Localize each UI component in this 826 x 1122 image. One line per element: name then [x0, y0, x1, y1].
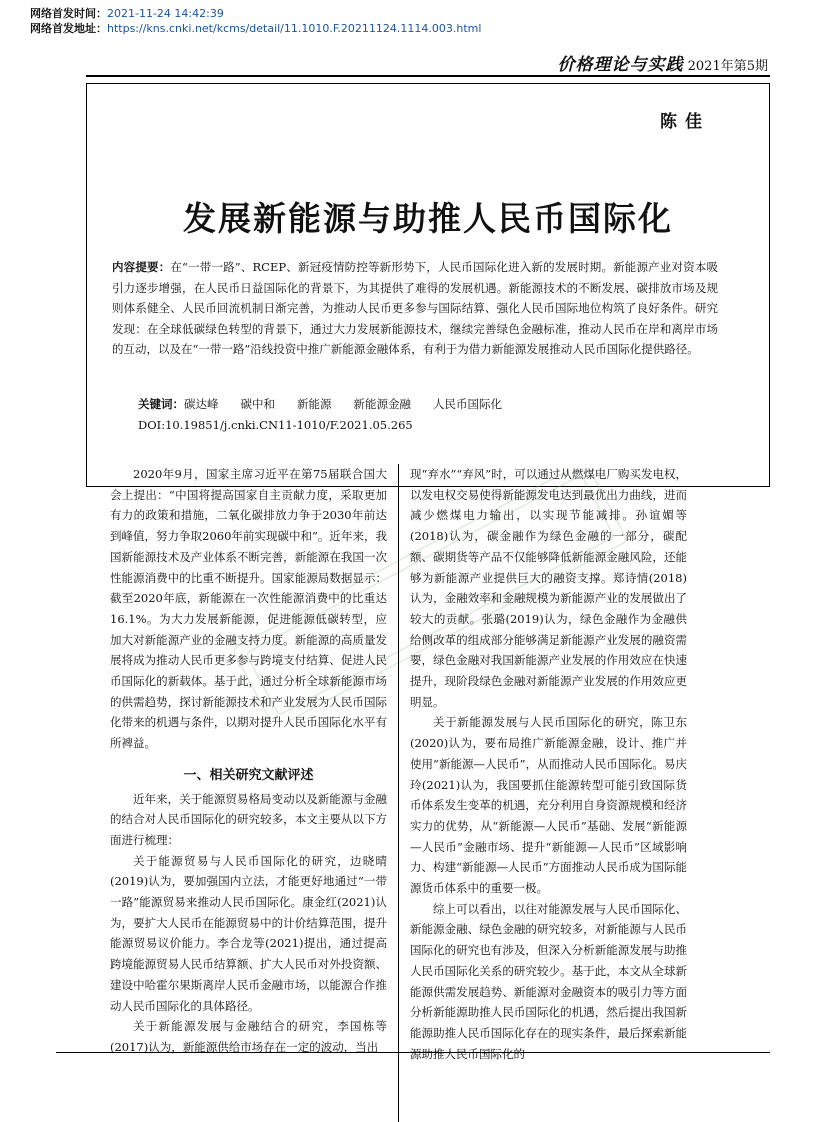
body-paragraph: 关于能源贸易与人民币国际化的研究，边晓晴(2019)认为，要加强国内立法，才能更好地通过“一带一路”能源贸易来推动人民币国际化。康金红(2021)认为，要扩大人民币在能源贸易中的计价结算范围，提升能源贸易议价能力。李合龙等(2021)提出，通过提高跨境能源贸易人民币结算额、扩大人民币对外投资额、建设中哈霍尔果斯离岸人民币金融市场，以能源合作推动人民币国际化的具体路径。: [110, 853, 387, 1013]
doi: DOI:10.19851/j.cnki.CN11-1010/F.2021.05.265: [138, 418, 413, 432]
body-paragraph: 2020年9月，国家主席习近平在第75届联合国大会上提出：“中国将提高国家自主贡献力度，采取更加有力的政策和措施，二氧化碳排放力争于2030年前达到峰值，努力争取2060年前实现碳中和”。近年来，我国新能源技术及产业体系不断完善，新能源在我国一次性能源消费中的比重不断提升。国家能源局数据显示：截至2020年底，新能源在一次性能源消费中的比重达16.1%。为大力发展新能源，促进能源低碳转型，应加大对新能源产业的金融支持力度。新能源的高质量发展将成为推动人民币更多参与跨境支付结算、促进人民币国际化的新载体。基于此，通过分析全球新能源市场的供需趋势，探讨新能源技术和产业发展为人民币国际化带来的机遇与条件，以期对提升人民币国际化水平有所裨益。: [110, 467, 387, 751]
keywords-label: 关键词：: [138, 397, 184, 411]
body-paragraph: 近年来，关于能源贸易格局变动以及新能源与金融的结合对人民币国际化的研究较多，本文主要从以下方面进行梳理：: [110, 791, 387, 847]
journal-issue: 2021年第5期: [687, 59, 768, 74]
online-publication-info: [30, 6, 481, 36]
publication-address-label: 网络首发地址：: [30, 22, 107, 35]
author-name: 陈佳: [660, 112, 710, 132]
journal-header: [558, 50, 769, 75]
publication-time-row: [30, 6, 481, 21]
body-left-column: [110, 464, 387, 1058]
body-paragraph: 现“弃水”“弃风”时，可以通过从燃煤电厂购买发电权，以发电权交易使得新能源发电达到最优出力曲线，进而减少燃煤电力输出，以实现节能减排。孙谊媚等(2018)认为，碳金融作为绿色金融的一部分，碳配额、碳期货等产品不仅能够降低新能源金融风险，还能够为新能源产业提供巨大的融资支撑。郑诗情(2018)认为，金融效率和金融规模为新能源产业的发展做出了较大的贡献。张璐(2019)认为，绿色金融作为金融供给侧改革的组成部分能够满足新能源产业发展的融资需要，绿色金融对我国新能源产业发展的作用效应在快速提升，现阶段绿色金融对新能源产业发展的作用效应更明显。: [410, 467, 687, 709]
publication-address-row: [30, 21, 481, 36]
publication-time-label: 网络首发时间：: [30, 7, 107, 20]
body-paragraph: 关于新能源发展与人民币国际化的研究，陈卫东(2020)认为，要布局推广新能源金融，设计、推广并使用“新能源—人民币”，从而推动人民币国际化。易庆玲(2021)认为，我国要抓住能源转型可能引致国际货币体系发生变革的机遇，充分利用自身资源规模和经济实力的优势，从“新能源—人民币”基础、发展“新能源—人民币”金融市场、提升“新能源—人民币”区域影响力、构建“新能源—人民币”方面推动人民币成为国际能源货币体系中的重要一极。: [410, 715, 687, 896]
section-heading: 一、相关研究文献评述: [183, 767, 314, 783]
body-paragraph: 综上可以看出，以往对能源发展与人民币国际化、新能源金融、绿色金融的研究较多，对新能源与人民币国际化的研究也有涉及，但深入分析新能源发展与助推人民币国际化关系的研究较少。基于此，本文从全球新能源供需发展趋势、新能源对金融资本的吸引力等方面分析新能源助推人民币国际化的机遇，然后提出我国新能源助推人民币国际化存在的现实条件，最后探索新能源助推人民币国际化的: [410, 901, 687, 1061]
footer-rule-left: [56, 1052, 398, 1053]
body-right-column: [410, 464, 687, 1064]
keyword: 人民币国际化: [433, 397, 502, 411]
footer-rule-right: [398, 1052, 770, 1053]
article-title: 发展新能源与助推人民币国际化: [183, 199, 673, 238]
abstract: [112, 257, 718, 360]
keywords: [138, 396, 524, 412]
keyword: 碳达峰: [184, 397, 219, 411]
abstract-text: 在“一带一路”、RCEP、新冠疫情防控等新形势下，人民币国际化进入新的发展时期。新能源产业对资本吸引力逐步增强，在人民币日益国际化的背景下，为其提供了难得的发展机遇。新能源技术的不断发展、碳排放市场及规则体系健全、人民币回流机制日渐完善，为推动人民币更多参与国际结算、强化人民币国际地位构筑了良好条件。研究发现：在全球低碳绿色转型的背景下，通过大力发展新能源技术，继续完善绿色金融标准，推动人民币在岸和离岸市场的互动，以及在“一带一路”沿线投资中推广新能源金融体系，有利于为借力新能源发展推动人民币国际化提供路径。: [112, 260, 719, 356]
journal-name: 价格理论与实践: [557, 55, 684, 75]
publication-time-value: 2021-11-24 14:42:39: [107, 7, 224, 20]
column-divider: [398, 464, 399, 1122]
publication-address-link[interactable]: https://kns.cnki.net/kcms/detail/11.1010.F.20211124.1114.003.html: [107, 22, 482, 35]
keyword: 新能源金融: [353, 397, 411, 411]
keyword: 新能源: [297, 397, 332, 411]
header-rule: [86, 75, 770, 77]
body-paragraph: 关于新能源发展与金融结合的研究，李国栋等(2017)认为，新能源供给市场存在一定的波动，当出: [110, 1019, 387, 1054]
keyword: 碳中和: [240, 397, 275, 411]
abstract-label: 内容提要：: [112, 260, 171, 274]
